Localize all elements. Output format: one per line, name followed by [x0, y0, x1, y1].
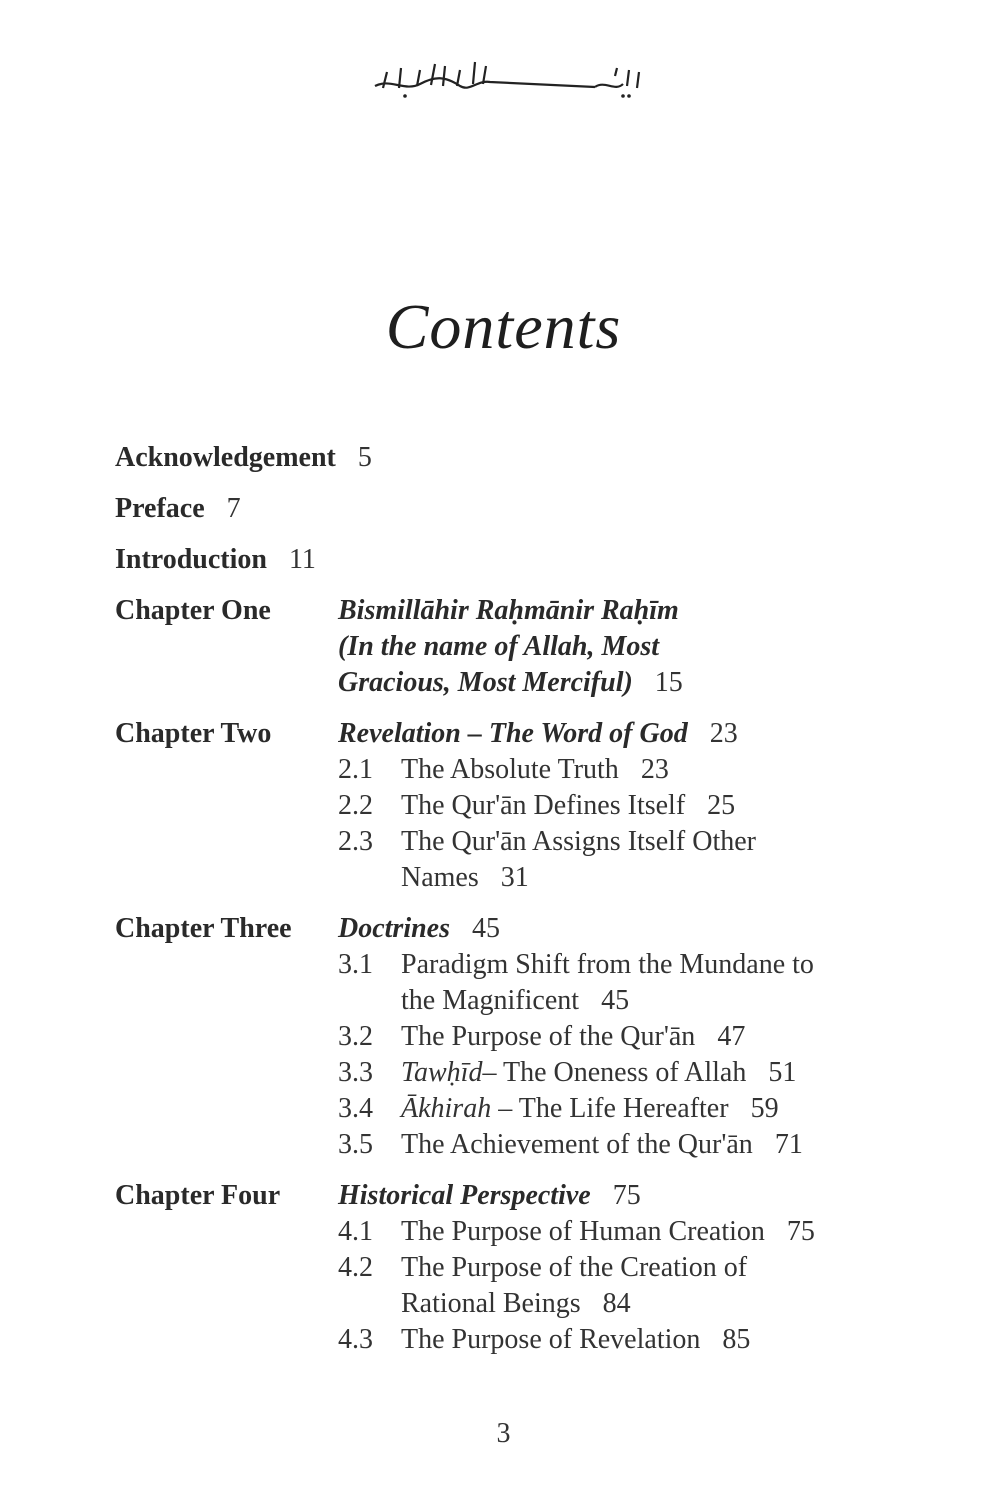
chapter-title-line	[338, 665, 915, 701]
section-line	[401, 1322, 915, 1358]
section-number: 3.4	[338, 1093, 373, 1124]
bismillah-calligraphy	[365, 58, 650, 104]
section-title: The Purpose of the Creation of	[401, 1252, 748, 1283]
section-page: 75	[786, 1216, 815, 1247]
chapter-title-line	[338, 1178, 915, 1214]
section-title: The Qur'ān Defines Itself	[401, 790, 686, 821]
section-entry	[338, 1214, 915, 1250]
section-text	[401, 947, 915, 1019]
section-text	[401, 1019, 915, 1055]
section-entry	[338, 1127, 915, 1163]
section-text	[401, 788, 915, 824]
chapter-title: (In the name of Allah, Most	[338, 631, 660, 662]
entry-label: Introduction	[115, 544, 267, 575]
chapter-title-line	[338, 629, 915, 665]
chapter-entry	[115, 1178, 915, 1358]
chapter-title: Bismillāhir Raḥmānir Raḥīm	[338, 595, 679, 626]
section-number: 4.1	[338, 1216, 373, 1247]
entry-page: 5	[357, 442, 372, 473]
section-line	[401, 824, 915, 860]
section-line	[401, 788, 915, 824]
section-title: The Qur'ān Assigns Itself Other	[401, 826, 756, 857]
section-italic-term: Ākhirah	[401, 1093, 492, 1124]
section-line	[401, 947, 915, 983]
section-title: The Purpose of Human Creation	[401, 1216, 765, 1247]
section-line	[401, 1250, 915, 1286]
section-entry	[338, 1055, 915, 1091]
section-text	[401, 1091, 915, 1127]
section-line	[401, 1214, 915, 1250]
chapter-label: Chapter One	[115, 595, 271, 626]
entry-page: 7	[226, 493, 241, 524]
section-entry	[338, 752, 915, 788]
section-text	[401, 1214, 915, 1250]
section-page: 23	[640, 754, 669, 785]
section-title: – The Oneness of Allah	[482, 1057, 747, 1088]
section-title-cont: the Magnificent	[401, 985, 580, 1016]
section-title: Paradigm Shift from the Mundane to	[401, 949, 814, 980]
section-title: The Achievement of the Qur'ān	[401, 1129, 753, 1160]
section-number: 2.1	[338, 754, 373, 785]
section-number: 3.1	[338, 949, 373, 980]
section-text	[401, 1250, 915, 1322]
entry-label: Preface	[115, 493, 205, 524]
section-title: – The Life Hereafter	[491, 1093, 729, 1124]
section-page: 84	[602, 1288, 631, 1319]
chapter-body	[338, 911, 915, 1163]
table-of-contents	[115, 440, 915, 1373]
chapter-label: Chapter Three	[115, 913, 292, 944]
section-entry	[338, 1019, 915, 1055]
section-page: 45	[601, 985, 630, 1016]
section-number: 3.5	[338, 1129, 373, 1160]
chapter-label: Chapter Two	[115, 718, 272, 749]
chapter-page: 75	[612, 1180, 641, 1211]
chapter-body	[338, 593, 915, 701]
section-number: 4.2	[338, 1252, 373, 1283]
toc-entry	[115, 440, 915, 476]
section-line	[401, 752, 915, 788]
section-number: 3.3	[338, 1057, 373, 1088]
section-line	[401, 860, 915, 896]
chapter-entry	[115, 716, 915, 896]
chapter-title: Revelation – The Word of God	[338, 718, 688, 749]
chapter-title-line	[338, 911, 915, 947]
section-number: 4.3	[338, 1324, 373, 1355]
chapter-body	[338, 716, 915, 896]
section-page: 47	[717, 1021, 746, 1052]
section-entry	[338, 1250, 915, 1322]
entry-page: 11	[288, 544, 316, 575]
section-entry	[338, 1322, 915, 1358]
section-title: The Purpose of the Qur'ān	[401, 1021, 696, 1052]
section-text	[401, 824, 915, 896]
section-page: 85	[722, 1324, 751, 1355]
section-italic-term: Tawḥīd	[401, 1057, 483, 1088]
section-entry	[338, 947, 915, 1019]
section-entry	[338, 788, 915, 824]
chapter-entry	[115, 593, 915, 701]
section-text	[401, 1322, 915, 1358]
chapter-label: Chapter Four	[115, 1180, 281, 1211]
section-number: 2.3	[338, 826, 373, 857]
section-entry	[338, 824, 915, 896]
page-title: Contents	[385, 291, 622, 362]
chapter-title-line	[338, 593, 915, 629]
section-entry	[338, 1091, 915, 1127]
section-page: 51	[768, 1057, 797, 1088]
chapter-body	[338, 1178, 915, 1358]
section-title: The Purpose of Revelation	[401, 1324, 701, 1355]
section-line	[401, 1019, 915, 1055]
chapter-page: 45	[472, 913, 500, 944]
entry-label: Acknowledgement	[115, 442, 336, 473]
section-title: The Absolute Truth	[401, 754, 619, 785]
section-line	[401, 1127, 915, 1163]
section-page: 59	[750, 1093, 779, 1124]
section-title-cont: Names	[401, 862, 479, 893]
section-line	[401, 1091, 915, 1127]
section-line	[401, 1055, 915, 1091]
chapter-page: 15	[654, 667, 683, 698]
section-text	[401, 752, 915, 788]
section-text	[401, 1055, 915, 1091]
page-number: 3	[496, 1418, 511, 1449]
section-title-cont: Rational Beings	[401, 1288, 581, 1319]
toc-entry	[115, 542, 915, 578]
toc-entry	[115, 491, 915, 527]
section-line	[401, 983, 915, 1019]
chapter-title-line	[338, 716, 915, 752]
chapter-page: 23	[709, 718, 738, 749]
chapter-title: Gracious, Most Merciful)	[338, 667, 633, 698]
section-number: 3.2	[338, 1021, 373, 1052]
section-number: 2.2	[338, 790, 373, 821]
section-page: 25	[707, 790, 736, 821]
chapter-title: Doctrines	[338, 913, 450, 944]
chapter-title: Historical Perspective	[338, 1180, 591, 1211]
section-page: 71	[774, 1129, 803, 1160]
section-page: 31	[500, 862, 529, 893]
section-text	[401, 1127, 915, 1163]
chapter-entry	[115, 911, 915, 1163]
section-line	[401, 1286, 915, 1322]
